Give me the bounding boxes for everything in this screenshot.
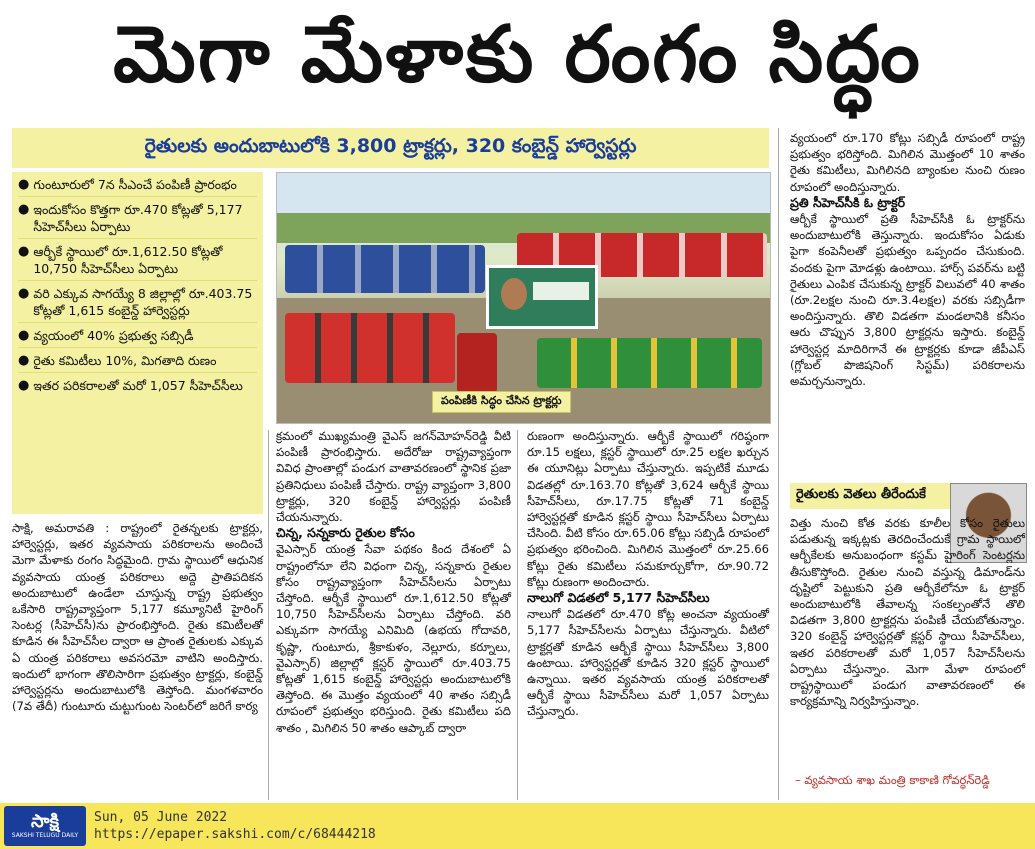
quote-box-title: రైతులకు వెతలు తీరేందుకే [790,483,952,509]
highlight-text: వ్యయంలో 40% ప్రభుత్వ సబ్సిడీ [33,328,194,343]
bullet-icon: ● [18,378,30,393]
subheadline-bar: రైతులకు అందుబాటులోకి 3,800 ట్రాక్టర్లు, 320 కంబైన్డ్ హార్వెస్టర్లు [12,128,769,168]
highlight-text: ఇందుకోసం కొత్తగా రూ.470 కోట్లతో 5,177 సీహెచ్‌సీలు ఏర్పాటు [33,202,243,234]
highlight-text: ఆర్బీకే స్థాయిలో రూ.1,612.50 కోట్లతో 10,750 సీహెచ్‌సీలు ఏర్పాటు [33,244,223,276]
epaper-footer [0,803,1035,849]
column-divider [517,430,518,800]
column-4-text: వ్యయంలో రూ.170 కోట్లు సబ్సిడీ రూపంలో రాష్ట్ర ప్రభుత్వం భరిస్తోంది. మిగిలిన మొత్తంలో 10 శాతం రైతు కమిటీలు, మిగిలినది బ్యాంకుల నుంచి రుణం రూపంలో అందిస్తున్నారు. [790,131,1025,194]
column-4-text-b: ఆర్బీకే స్థాయిలో ప్రతి సీహెచ్‌సీకి ఓ ట్రాక్టర్‌ను అందుబాటులోకి తెస్తున్నారు. ఇందుకోసం ఏడుకు పైగా కంపెనీలతో ప్రభుత్వం ఒప్పందం చేసుకుంది. వందకు పైగా మోడళ్లు ఉంటాయి. హార్స్ పవర్‌ను బట్టి రైతులు ఎంపిక చేసుకున్న ట్రాక్టర్ విలువలో 40 శాతం (రూ.2లక్షల నుంచి రూ.3.4లక్షల) వరకు సబ్సిడీగా అందిస్తున్నారు. తొలి విడతగా మండలానికి కనీసం ఆరు చొప్పున 3,800 ట్రాక్టర్లను ఇస్తారు. కంబైన్డ్ హార్వెస్టర్ల మాదిరిగానే ఈ ట్రాక్టర్లకు కూడా జీపీఎస్ (గ్లోబల్ పొజిషనింగ్ సిస్టమ్) పరికరాలను అమర్చనున్నారు. [790,212,1025,389]
highlights-box [12,172,263,514]
column-2-text: క్రమంలో ముఖ్యమంత్రి వైఎస్ జగన్‌మోహన్‌రెడ్డి వీటి పంపిణీ ప్రారంభిస్తారు. అదేరోజు రాష్ట్రవ్యాప్తంగా వివిధ ప్రాంతాల్లో పండుగ వాతావరణంలో స్థానిక ప్రజా ప్రతినిధులు పంపిణీ చేస్తారు. రాష్ట్ర వ్యాప్తంగా 3,800 ట్రాక్టర్లు, 320 కంబైన్డ్ హార్వెస్టర్లు పంపిణీ చేయనున్నారు. [276,429,511,525]
highlight-item [18,377,257,397]
logo-subtext: SAKSHI TELUGU DAILY [11,832,79,839]
column-divider [268,430,269,800]
sakshi-logo[interactable] [4,806,86,846]
tractors-photo [276,172,771,424]
epaper-url-link[interactable]: https://epaper.sakshi.com/c/68444218 [94,827,376,842]
highlight-text: వరి ఎక్కువ సాగయ్యే 8 జిల్లాల్లో రూ.403.75 కోట్లతో 1,615 కంబైన్డ్ హార్వెస్టర్లు [33,286,253,318]
column-3-text-b: నాలుగో విడతలో రూ.470 కోట్ల అంచనా వ్యయంతో 5,177 సీహెచ్‌సీలను ఏర్పాటు చేస్తున్నారు. వీటిలో ట్రాక్టర్లతో కూడిన ఆర్బీకే స్థాయి సీహెచ్‌సీలు 3,800 ఉంటాయి. హార్వెస్టర్లతో కూడిన 320 క్లస్టర్ స్థాయిలో ఉన్నాయి. ఇతర వ్యవసాయ యంత్ర పరికరాలతో ఆర్బీకే స్థాయి సీహెచ్‌సీలు మరో 1,057 ఏర్పాటు చేస్తున్నారు. [527,607,769,719]
column-2-heading: చిన్న, సన్నకారు రైతుల కోసం [276,525,415,541]
highlight-item [18,243,257,281]
inset-portrait [501,278,527,310]
footer-info [94,809,376,843]
highlight-text: గుంటూరులో 7న సీఎంచే పంపిణీ ప్రారంభం [33,177,237,192]
highlight-item [18,327,257,348]
tractor-red-single [457,333,497,393]
highlight-item [18,176,257,197]
tractor-row-blue [285,245,485,293]
column-1-text: సాక్షి, అమరావతి : రాష్ట్రంలో రైతన్నలకు ట్రాక్టర్లు, హార్వెస్టర్లు, ఇతర వ్యవసాయ పరికరాలను అందించే మెగా మేళాకు రంగం సిద్ధమైంది. గ్రామ స్థాయిలో ఆధునిక వ్యవసాయ యంత్ర పరికరాలు అద్దె ప్రాతిపదికన అందుబాటులో ఉండేలా చూస్తున్న రాష్ట్ర ప్రభుత్వం ఒకేసారి రాష్ట్రవ్యాప్తంగా 5,177 కమ్యూనిటీ హైరింగ్ సెంటర్ల (సీహెచ్‌సీ)ను ప్రారంభిస్తోంది. రైతు కమిటీలతో కూడిన ఈ సీహెచ్‌సీల ద్వారా ఆ ప్రాంత రైతులకు ఎక్కువ ఏ యంత్ర పరికరాలు అవసరమో వాటిని అందిస్తారు. ఇందులో భాగంగా తొలిసారిగా ప్రభుత్వం ట్రాక్టర్లు, కంబైన్డ్ హార్వెస్టర్లను అందుబాటులోకి తెస్తోంది. మంగళవారం (7వ తేదీ) గుంటూరు చుట్టుగుంట సెంటర్‌లో జరిగే కార్య [12,521,263,714]
minister-quote-box [790,483,1025,803]
page-headline: మెగా మేళాకు రంగం సిద్ధం [113,9,922,100]
column-divider [778,128,779,800]
column-3 [527,428,769,720]
highlight-item [18,285,257,323]
bullet-icon: ● [18,353,30,368]
bullet-icon: ● [18,286,30,301]
column-3-text: రుణంగా అందిస్తున్నారు. ఆర్బీకే స్థాయిలో గరిష్ఠంగా రూ.15 లక్షలు, క్లస్టర్ స్థాయిలో రూ.25 లక్షల ఖర్చున ఈ యూనిట్లు ఏర్పాటు చేస్తున్నారు. ఇప్పటికే మూడు విడతల్లో రూ.163.70 కోట్లతో 3,624 ఆర్బీకే స్థాయి సీహెచ్‌సీలు, రూ.17.75 కోట్లతో 71 కంబైన్డ్ హార్వెస్టర్లతో కూడిన క్లస్టర్ స్థాయి సీహెచ్‌సీలు ఏర్పాటు చేసింది. వీటి కోసం రూ.65.06 కోట్లు సబ్సిడీ రూపంలో ప్రభుత్వం భరించింది. మిగిలిన మొత్తంలో రూ.25.66 కోట్లు రైతు కమిటీలు సమకూర్చుకోగా, రూ.90.72 కోట్లు రుణంగా అందించారు. [527,429,769,589]
bullet-icon: ● [18,177,30,192]
column-3-heading: నాలుగో విడతలో 5,177 సీహెచ్‌సీలు [527,590,710,606]
quote-signature: – వ్యవసాయ శాఖ మంత్రి కాకాణి గోవర్ధన్‌రెడ్డి [795,773,990,787]
edition-date: Sun, 05 June 2022 [94,810,228,825]
column-4-heading: ప్రతి సీహెచ్‌సీకి ఓ ట్రాక్టర్ [790,194,906,210]
quote-text: విత్తు నుంచి కోత వరకు కూలీల కోసం రైతులు పడుతున్న ఇక్కట్లకు తెరదించేందుకే గ్రామ స్థాయిలో ఆర్బీకేలకు అనుబంధంగా కస్టమ్ హైరింగ్ సెంటర్లను తీసుకొస్తోంది. రైతుల నుంచి వస్తున్న డిమాండ్‌ను దృష్టిలో పెట్టుకుని ప్రతి ఆర్బీకేలోనూ ఓ ట్రాక్టర్ అందుబాటులోకి తేవాలన్న సంకల్పంతోనే తొలి విడతగా 3,800 ట్రాక్టర్లను పంపిణీ చేయబోతున్నాం. 320 కంబైన్డ్ హార్వెస్టర్లతో క్లస్టర్ స్థాయి సీహెచ్‌సీలు, ఇతర పరికరాలతో మరో 1,057 సీహెచ్‌సీలను ఏర్పాటు చేస్తున్నాం. మెగా మేళా రూపంలో రాష్ట్రస్థాయిలో పండుగ వాతావరణంలో ఈ కార్యక్రమాన్ని నిర్వహిస్తున్నాం. [790,516,1025,709]
photo-caption: పంపిణీకి సిద్ధం చేసిన ట్రాక్టర్లు [432,391,571,413]
bullet-icon: ● [18,244,30,259]
highlight-item [18,352,257,373]
tractor-row-green [537,338,762,388]
column-2-text-b: వైఎస్సార్ యంత్ర సేవా పథకం కింద దేశంలో ఏ రాష్ట్రంలోనూ లేని విధంగా చిన్న, సన్నకారు రైతుల కోసం రాష్ట్రవ్యాప్తంగా సీహెచ్‌సీలను ఏర్పాటు చేస్తోంది. ఆర్బీకే స్థాయిలో రూ.1,612.50 కోట్లతో 10,750 సీహెచ్‌సీలను ఏర్పాటు చేస్తోంది. వరి ఎక్కువగా సాగయ్యే ఎనిమిది (ఉభయ గోదావరి, కృష్ణా, గుంటూరు, శ్రీకాకుళం, నెల్లూరు, కర్నూలు, వైఎస్సార్) జిల్లాల్లో క్లస్టర్ స్థాయిలో రూ.403.75 కోట్లతో 1,615 కంబైన్డ్ హార్వెస్టర్లు అందుబాటులోకి తెస్తోంది. ఈ మొత్తం వ్యయంలో 40 శాతం సబ్సిడీ రూపంలో ప్రభుత్వం భరిస్తుంది. రైతు కమిటీలు పది శాతం , మిగిలిన 50 శాతం ఆప్కాబ్ ద్వారా [276,542,511,735]
inset-banner [533,282,589,300]
highlight-item [18,201,257,239]
inset-photo [486,265,598,329]
highlight-text: ఇతర పరికరాలతో మరో 1,057 సీహెచ్‌సీలు [33,378,243,393]
bullet-icon: ● [18,328,30,343]
highlight-text: రైతు కమిటీలు 10%, మిగతాది రుణం [33,353,217,368]
bullet-icon: ● [18,202,30,217]
column-4 [790,130,1025,389]
tractor-row-red-2 [285,313,455,383]
column-2 [276,428,511,736]
logo-text: సాక్షి [31,811,59,832]
